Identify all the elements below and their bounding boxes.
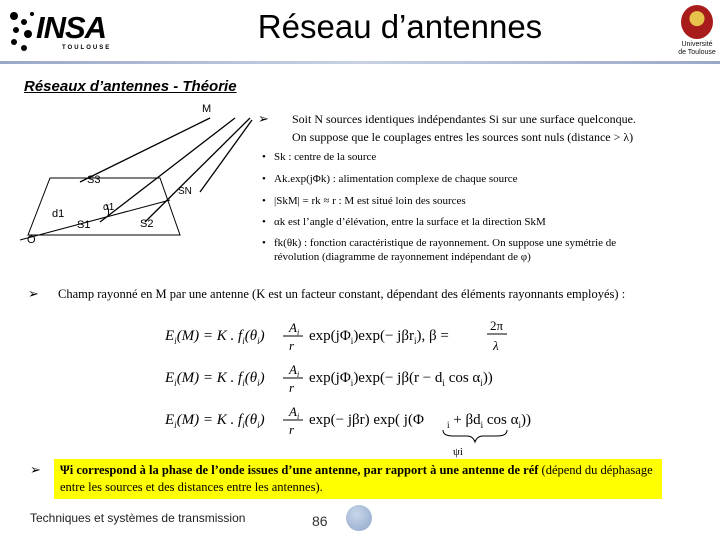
diagram-label-s3: S3 [87,174,101,186]
arrow-bullet-icon: ➢ [30,462,41,477]
intro-line-2: On suppose que le couplages entres les sources sont nuls (distance > λ) [292,130,634,144]
bullet-text: fk(θk) : fonction caractéristique de rayonnement. On suppose une symétrie de [274,237,617,249]
footer-course-title: Techniques et systèmes de transmission [30,511,246,525]
svg-text:Ai: $A_i$ [289,362,300,379]
equation-2 [164,362,493,395]
equations [165,310,531,450]
equation-1 [164,318,507,353]
diagram-label-o: O [27,234,36,246]
insa-logo-word: INSA [36,10,107,45]
bullet-text: Ak.exp(jΦk) : alimentation complexe de chaque source [274,173,518,185]
svg-text:Ei(M) = K . fi(θi): $E_i(M) = K$ . $f_i(\theta_i)$ [165,328,265,346]
insa-logo [6,4,130,62]
psi-brace [443,430,507,442]
svg-text:Ai: $A_i$ [289,320,300,337]
svg-text:Ai: $A_i$ [289,404,300,421]
svg-text:2π: 2π [490,318,504,333]
intro-line-1: Soit N sources identiques indépendantes Si sur une surface quelconque. [292,112,636,126]
diagram-label-sn: SN [178,186,192,197]
svg-text:i + βdi cos αi)): $_i + \beta d_i$ $\cos \alpha_i$)) [447,412,531,430]
line-s1-to-m [100,118,235,222]
psi-label: ψi [453,446,463,458]
conclusion-normal: (dépend du déphasage entre les sources et des distances entre les antennes). [60,463,653,494]
arrow-bullet-icon: ➢ [28,286,39,301]
svg-text:r: r [289,422,295,437]
university-crest-icon [681,5,713,39]
bullet-text: αk est l’angle d’élévation, entre la surface et la direction SkM [274,216,546,228]
bullet-text: Sk : centre de la source [274,151,377,163]
intro-text [292,110,712,146]
bullet-item: • Sk : centre de la source [262,151,377,163]
arrow-bullet-icon: ➢ [258,111,269,126]
line-s2-to-m [145,118,250,222]
svg-text:exp(jΦi)exp(− jβ(r − di cos αi: $\exp(j\Phi_i)\exp(- j\beta(r - d_i$ $\cos \alpha_i$)) [309,370,493,388]
diagram-label-m: M [202,103,212,115]
section-title: Réseaux d’antennes - Théorie [24,78,237,95]
svg-text:λ: λ [493,338,499,353]
insa-logo-sub: TOULOUSE [62,45,112,51]
university-name-line2: de Toulouse [678,49,716,56]
university-name-line1: Université [681,41,713,48]
svg-text:exp(jΦi)exp(− jβri), β =: $\exp(j\Phi_i)\exp(- j\beta r_i)$, β = [309,328,449,346]
insa-logo-mark [6,8,40,54]
bullet-continuation: révolution (diagramme de rayonnement indépendant de φ) [274,251,531,263]
bullet-item: • fk(θk) : fonction caractéristique de rayonnement. On suppose une symétrie de [262,237,617,249]
svg-text:r: r [289,380,295,395]
equation-3 [164,404,531,442]
diagram-label-s1: S1 [77,219,91,231]
diagram-label-s2: S2 [140,218,154,230]
page-number: 86 [312,513,328,529]
line-s3-to-m [80,118,210,182]
bullet-text: |SkM| = rk ≈ r : M est situé loin des sources [274,195,466,207]
svg-text:exp(− jβr) exp( j(Φ: exp(− jβr) exp( j(Φ [309,412,424,428]
bullet-item: • |SkM| = rk ≈ r : M est situé loin des sources [262,195,466,207]
svg-text:Ei(M) = K . fi(θi): $E_i(M) = K$ . $f_i(\theta_i)$ [165,412,265,430]
bullet-item: • Ak.exp(jΦk) : alimentation complexe de chaque source [262,173,518,185]
svg-text:Ei(M) = K . fi(θi): $E_i(M) = K$ . $f_i(\theta_i)$ [165,370,265,388]
field-intro-text: Champ rayonné en M par une antenne (K est un facteur constant, dépendant des éléments rayonnants employés) : [58,287,626,301]
slide-title: Réseau d’antennes [257,8,543,45]
conclusion-bold: Ψi correspond à la phase de l’onde issues d’une antenne, par rapport à une antenne de réf [60,463,539,477]
conclusion-text [60,462,660,496]
university-logo [677,3,717,59]
footer-circle-icon [346,505,372,531]
line-sn-to-m [200,120,252,192]
header-divider [0,61,720,64]
diagram-label-alpha1: α1 [103,202,115,213]
bullet-item: • αk est l’angle d’élévation, entre la surface et la direction SkM [262,216,546,228]
svg-text:r: r [289,338,295,353]
diagram-label-d1: d1 [52,208,65,220]
